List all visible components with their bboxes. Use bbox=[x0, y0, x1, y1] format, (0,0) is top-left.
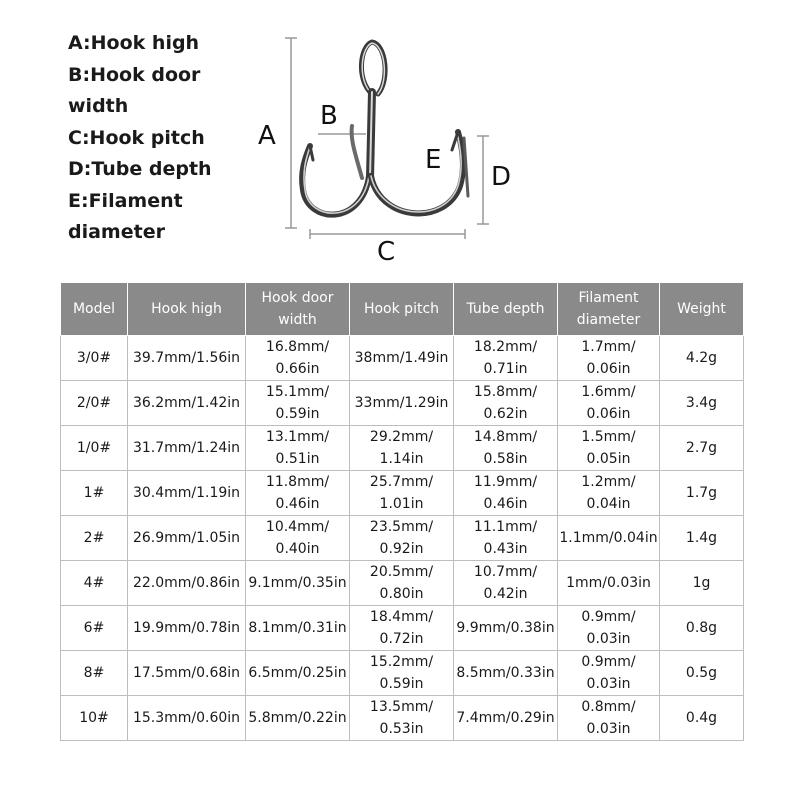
table-cell: 1.2mm/ 0.04in bbox=[558, 471, 660, 516]
legend-item: C:Hook pitch bbox=[68, 126, 205, 149]
table-cell: 9.1mm/0.35in bbox=[246, 561, 350, 606]
table-cell: 1/0# bbox=[61, 426, 128, 471]
table-cell: 8.5mm/0.33in bbox=[454, 651, 558, 696]
table-cell: 23.5mm/ 0.92in bbox=[350, 516, 454, 561]
legend-item: D:Tube depth bbox=[68, 158, 212, 180]
table-cell: 31.7mm/1.24in bbox=[128, 426, 246, 471]
table-body bbox=[61, 336, 744, 741]
table-cell: 33mm/1.29in bbox=[350, 381, 454, 426]
table-row bbox=[61, 651, 744, 696]
dimension-c-label: C bbox=[377, 237, 396, 267]
table-cell: 11.1mm/ 0.43in bbox=[454, 516, 558, 561]
table-cell: 15.8mm/ 0.62in bbox=[454, 381, 558, 426]
table-cell: 9.9mm/0.38in bbox=[454, 606, 558, 651]
table-cell: 0.4g bbox=[660, 696, 744, 741]
table-cell: 13.5mm/ 0.53in bbox=[350, 696, 454, 741]
dimension-d-label: D bbox=[491, 162, 512, 192]
table-cell: 29.2mm/ 1.14in bbox=[350, 426, 454, 471]
table-cell: 38mm/1.49in bbox=[350, 336, 454, 381]
table-cell: 39.7mm/1.56in bbox=[128, 336, 246, 381]
table-cell: 0.5g bbox=[660, 651, 744, 696]
table-cell: 36.2mm/1.42in bbox=[128, 381, 246, 426]
dimension-e-label: E bbox=[425, 145, 442, 175]
table-row bbox=[61, 426, 744, 471]
column-header: Tube depth bbox=[454, 283, 558, 336]
column-header: Weight bbox=[660, 283, 744, 336]
table-cell: 14.8mm/ 0.58in bbox=[454, 426, 558, 471]
table-row bbox=[61, 696, 744, 741]
table-cell: 4.2g bbox=[660, 336, 744, 381]
table-cell: 7.4mm/0.29in bbox=[454, 696, 558, 741]
table-cell: 26.9mm/1.05in bbox=[128, 516, 246, 561]
table-cell: 30.4mm/1.19in bbox=[128, 471, 246, 516]
table-cell: 1.4g bbox=[660, 516, 744, 561]
table-cell: 1.7g bbox=[660, 471, 744, 516]
legend-item: A:Hook high bbox=[68, 32, 200, 54]
treble-hook-diagram bbox=[0, 0, 800, 280]
table-cell: 10# bbox=[61, 696, 128, 741]
dimension-b-label: B bbox=[320, 101, 338, 131]
table-cell: 13.1mm/ 0.51in bbox=[246, 426, 350, 471]
legend-item: B:Hook door width bbox=[68, 63, 201, 117]
table-cell: 22.0mm/0.86in bbox=[128, 561, 246, 606]
column-header: Hook high bbox=[128, 283, 246, 336]
table-cell: 3/0# bbox=[61, 336, 128, 381]
legend-item: E:Filament diameter bbox=[68, 189, 183, 243]
table-cell: 1.7mm/ 0.06in bbox=[558, 336, 660, 381]
table-cell: 2# bbox=[61, 516, 128, 561]
table-cell: 1.5mm/ 0.05in bbox=[558, 426, 660, 471]
table-cell: 1mm/0.03in bbox=[558, 561, 660, 606]
table-row bbox=[61, 336, 744, 381]
table-cell: 0.9mm/ 0.03in bbox=[558, 651, 660, 696]
table-cell: 15.1mm/ 0.59in bbox=[246, 381, 350, 426]
dimension-a-label: A bbox=[258, 121, 276, 151]
table-cell: 10.7mm/ 0.42in bbox=[454, 561, 558, 606]
table-cell: 11.8mm/ 0.46in bbox=[246, 471, 350, 516]
dimension-d-line bbox=[477, 136, 489, 224]
table-cell: 16.8mm/ 0.66in bbox=[246, 336, 350, 381]
table-cell: 0.8mm/ 0.03in bbox=[558, 696, 660, 741]
table-cell: 5.8mm/0.22in bbox=[246, 696, 350, 741]
column-header: Model bbox=[61, 283, 128, 336]
table-cell: 10.4mm/ 0.40in bbox=[246, 516, 350, 561]
table-cell: 4# bbox=[61, 561, 128, 606]
table-cell: 15.2mm/ 0.59in bbox=[350, 651, 454, 696]
column-header: Filament diameter bbox=[558, 283, 660, 336]
table-cell: 3.4g bbox=[660, 381, 744, 426]
table-cell: 18.2mm/ 0.71in bbox=[454, 336, 558, 381]
table-cell: 17.5mm/0.68in bbox=[128, 651, 246, 696]
table-row bbox=[61, 471, 744, 516]
column-header: Hook door width bbox=[246, 283, 350, 336]
table-cell: 20.5mm/ 0.80in bbox=[350, 561, 454, 606]
table-cell: 15.3mm/0.60in bbox=[128, 696, 246, 741]
table-cell: 25.7mm/ 1.01in bbox=[350, 471, 454, 516]
table-cell: 1# bbox=[61, 471, 128, 516]
table-row bbox=[61, 381, 744, 426]
table-cell: 1.1mm/0.04in bbox=[558, 516, 660, 561]
table-row bbox=[61, 516, 744, 561]
table-row bbox=[61, 606, 744, 651]
table-cell: 0.9mm/ 0.03in bbox=[558, 606, 660, 651]
table-cell: 2/0# bbox=[61, 381, 128, 426]
table-row bbox=[61, 561, 744, 606]
table-cell: 1.6mm/ 0.06in bbox=[558, 381, 660, 426]
table-cell: 6# bbox=[61, 606, 128, 651]
table-cell: 2.7g bbox=[660, 426, 744, 471]
dimension-a-line bbox=[285, 38, 297, 228]
table-cell: 8# bbox=[61, 651, 128, 696]
table-cell: 1g bbox=[660, 561, 744, 606]
table-cell: 19.9mm/0.78in bbox=[128, 606, 246, 651]
table-cell: 0.8g bbox=[660, 606, 744, 651]
table-cell: 18.4mm/ 0.72in bbox=[350, 606, 454, 651]
table-cell: 6.5mm/0.25in bbox=[246, 651, 350, 696]
table-cell: 8.1mm/0.31in bbox=[246, 606, 350, 651]
table-cell: 11.9mm/ 0.46in bbox=[454, 471, 558, 516]
hook-spec-table bbox=[60, 282, 744, 741]
column-header: Hook pitch bbox=[350, 283, 454, 336]
table-header-row bbox=[61, 283, 744, 336]
